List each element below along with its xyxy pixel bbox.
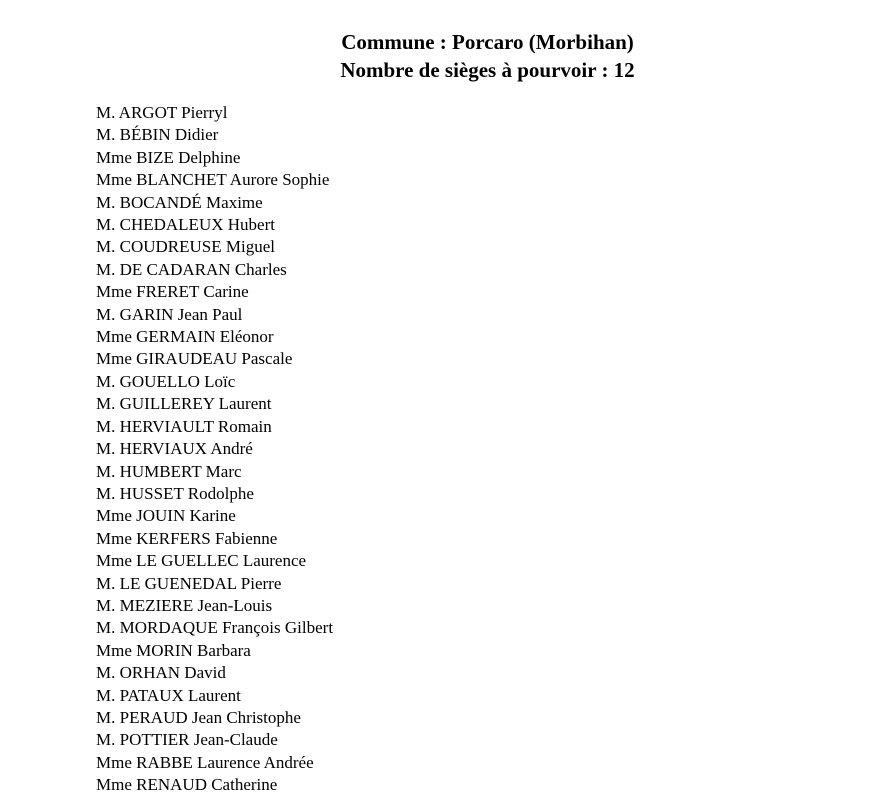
candidate-entry: M. CHEDALEUX Hubert	[96, 215, 275, 235]
candidate-entry: Mme BIZE Delphine	[96, 147, 241, 167]
candidate-entry: Mme MORIN Barbara	[96, 640, 251, 660]
candidate-entry: M. MEZIERE Jean-Louis	[96, 595, 273, 615]
candidate-entry: Mme GIRAUDEAU Pascale	[96, 349, 293, 369]
candidate-entry: M. GOUELLO Loïc	[96, 371, 236, 391]
candidate-entry: Mme KERFERS Fabienne	[96, 528, 278, 548]
candidate-entry: M. POTTIER Jean-Claude	[96, 730, 278, 750]
candidate-entry: M. HERVIAULT Romain	[96, 416, 272, 436]
candidate-entry: M. LE GUENEDAL Pierre	[96, 573, 282, 593]
candidate-entry: M. DE CADARAN Charles	[96, 259, 287, 279]
candidate-entry: Mme JOUIN Karine	[96, 506, 236, 526]
candidate-entry: Mme RABBE Laurence Andrée	[96, 752, 314, 772]
candidate-entry: M. GARIN Jean Paul	[96, 304, 243, 324]
candidate-entry: M. HUSSET Rodolphe	[96, 483, 254, 503]
candidate-entry: Mme BLANCHET Aurore Sophie	[96, 170, 330, 190]
candidate-entry: M. HERVIAUX André	[96, 439, 253, 459]
candidate-list	[96, 102, 333, 797]
candidate-entry: M. ORHAN David	[96, 663, 226, 683]
candidate-entry: Mme RENAUD Catherine	[96, 775, 278, 795]
candidate-entry: M. ARGOT Pierryl	[96, 103, 228, 122]
candidate-entry: Mme LE GUELLEC Laurence	[96, 551, 307, 571]
candidate-entry: M. COUDREUSE Miguel	[96, 237, 275, 257]
candidate-entry: Mme GERMAIN Eléonor	[96, 327, 274, 347]
candidate-entry: M. BÉBIN Didier	[96, 125, 219, 145]
document-header	[0, 28, 895, 84]
candidate-entry: Mme FRERET Carine	[96, 282, 249, 302]
candidate-entry: M. GUILLEREY Laurent	[96, 394, 272, 414]
commune-title: Commune : Porcaro (Morbihan)	[341, 30, 634, 54]
candidate-entry: M. PERAUD Jean Christophe	[96, 707, 301, 727]
candidate-entry: M. MORDAQUE François Gilbert	[96, 618, 334, 638]
seats-count: Nombre de sièges à pourvoir : 12	[340, 58, 635, 82]
candidate-entry: M. PATAUX Laurent	[96, 685, 241, 705]
candidate-entry: M. BOCANDÉ Maxime	[96, 192, 263, 212]
candidate-entry: M. HUMBERT Marc	[96, 461, 242, 481]
